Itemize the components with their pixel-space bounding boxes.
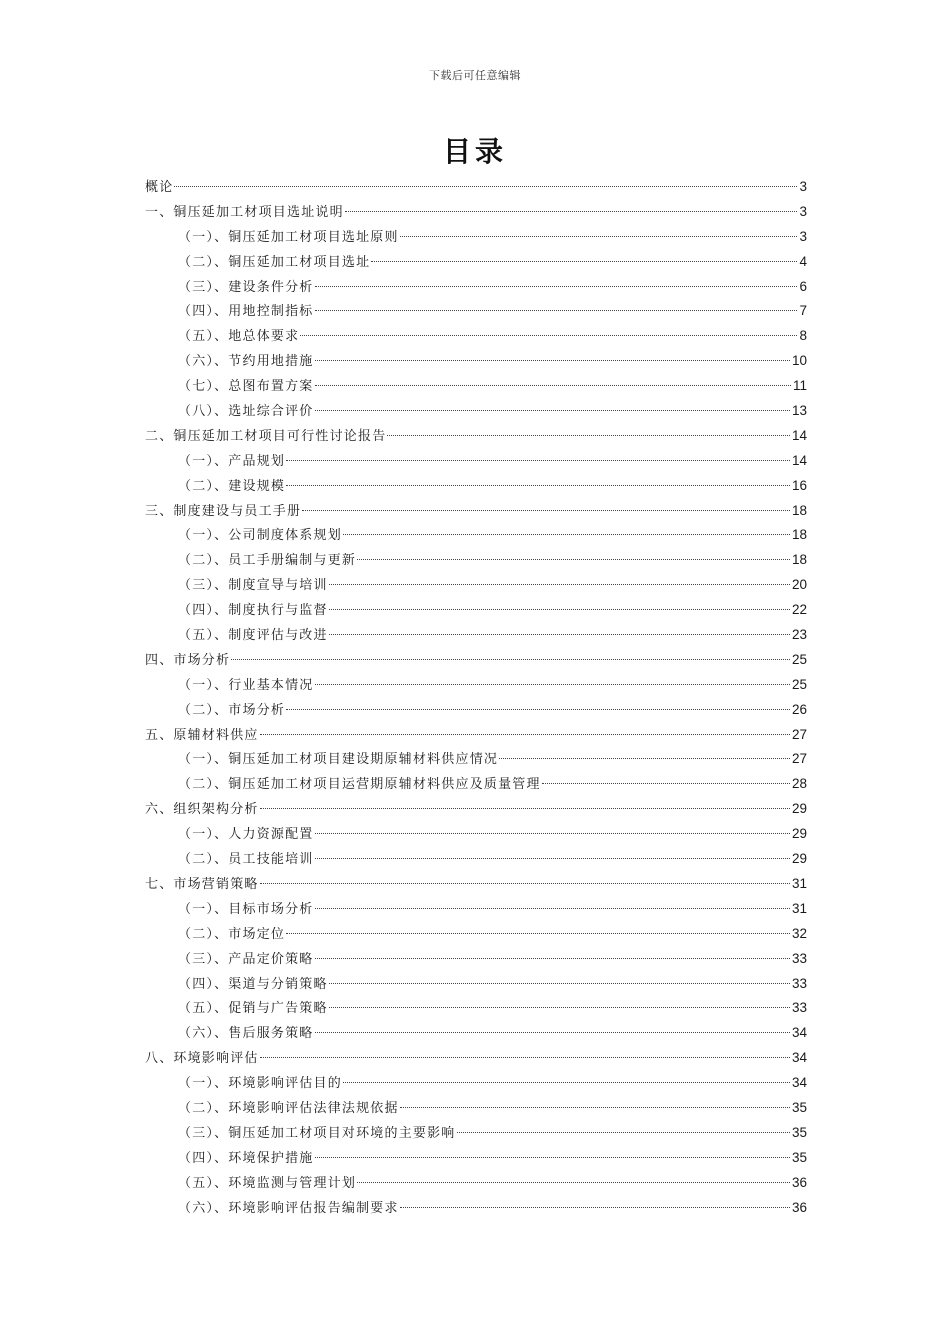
toc-entry-page-number: 27 — [791, 726, 807, 742]
toc-entry-label: （二）、市场分析 — [178, 702, 286, 718]
toc-dot-leader — [400, 1107, 790, 1108]
toc-entry[interactable] — [145, 399, 807, 424]
toc-entry[interactable] — [145, 474, 807, 499]
toc-entry-label: 六、组织架构分析 — [145, 802, 259, 818]
toc-dot-leader — [300, 335, 797, 336]
toc-entry-label: （四）、制度执行与监督 — [178, 603, 328, 619]
toc-entry-page-number: 18 — [791, 527, 807, 543]
toc-entry-page-number: 13 — [791, 403, 807, 419]
toc-entry-label: 四、市场分析 — [145, 652, 231, 668]
toc-entry-page-number: 10 — [791, 353, 807, 369]
toc-entry-label: （五）、地总体要求 — [178, 329, 300, 345]
toc-dot-leader — [315, 958, 790, 959]
toc-entry[interactable] — [145, 225, 807, 250]
toc-entry[interactable] — [145, 1121, 807, 1146]
toc-entry-label: （二）、建设规模 — [178, 478, 286, 494]
toc-entry-label: （一）、环境影响评估目的 — [178, 1076, 342, 1092]
toc-entry[interactable] — [145, 200, 807, 225]
toc-dot-leader — [260, 1057, 790, 1058]
toc-entry[interactable] — [145, 922, 807, 947]
toc-entry-label: （一）、公司制度体系规划 — [178, 528, 342, 544]
toc-dot-leader — [286, 485, 790, 486]
toc-entry-page-number: 20 — [791, 577, 807, 593]
toc-dot-leader — [286, 709, 790, 710]
toc-entry-label: （七）、总图布置方案 — [178, 379, 314, 395]
toc-entry[interactable] — [145, 250, 807, 275]
toc-entry-label: （三）、产品定价策略 — [178, 951, 314, 967]
toc-entry-page-number: 33 — [791, 1000, 807, 1016]
header-note: 下载后可任意编辑 — [429, 69, 521, 82]
toc-entry[interactable] — [145, 1021, 807, 1046]
toc-entry-label: （六）、售后服务策略 — [178, 1026, 314, 1042]
toc-entry-page-number: 28 — [791, 776, 807, 792]
toc-entry[interactable] — [145, 299, 807, 324]
toc-dot-leader — [286, 460, 790, 461]
toc-dot-leader — [357, 559, 790, 560]
toc-entry-page-number: 18 — [791, 502, 807, 518]
toc-entry-page-number: 22 — [791, 602, 807, 618]
toc-entry-label: （四）、环境保护措施 — [178, 1150, 314, 1166]
toc-entry-label: （一）、铜压延加工材项目建设期原辅材料供应情况 — [178, 752, 499, 768]
toc-dot-leader — [315, 908, 790, 909]
toc-dot-leader — [343, 1082, 790, 1083]
toc-entry-page-number: 3 — [799, 179, 807, 194]
toc-entry[interactable] — [145, 598, 807, 623]
toc-entry-page-number: 11 — [792, 378, 807, 394]
toc-entry-page-number: 33 — [791, 975, 807, 991]
toc-entry-page-number: 8 — [799, 328, 807, 344]
toc-entry[interactable] — [145, 1071, 807, 1096]
toc-entry-page-number: 27 — [791, 751, 807, 767]
toc-entry[interactable] — [145, 698, 807, 723]
toc-dot-leader — [329, 983, 790, 984]
toc-dot-leader — [174, 186, 797, 187]
toc-entry[interactable] — [145, 499, 807, 524]
toc-dot-leader — [315, 286, 798, 287]
toc-entry[interactable] — [145, 648, 807, 673]
toc-entry[interactable] — [145, 1171, 807, 1196]
toc-entry-label: （五）、促销与广告策略 — [178, 1001, 328, 1017]
toc-dot-leader — [260, 808, 790, 809]
toc-entry[interactable] — [145, 175, 807, 200]
toc-dot-leader — [315, 385, 791, 386]
toc-entry[interactable] — [145, 1196, 807, 1221]
toc-entry-label: （四）、用地控制指标 — [178, 304, 314, 320]
toc-dot-leader — [400, 1207, 790, 1208]
toc-entry-label: （三）、铜压延加工材项目对环境的主要影响 — [178, 1125, 456, 1141]
toc-dot-leader — [457, 1132, 790, 1133]
toc-entry[interactable] — [145, 573, 807, 598]
toc-dot-leader — [260, 883, 790, 884]
toc-entry-label: （二）、员工技能培训 — [178, 852, 314, 868]
toc-entry[interactable] — [145, 772, 807, 797]
toc-entry-page-number: 34 — [791, 1075, 807, 1091]
toc-entry-label: 三、制度建设与员工手册 — [145, 503, 302, 519]
toc-entry-label: （一）、目标市场分析 — [178, 901, 314, 917]
toc-entry-label: （六）、环境影响评估报告编制要求 — [178, 1200, 399, 1216]
toc-entry[interactable] — [145, 847, 807, 872]
toc-entry[interactable] — [145, 972, 807, 997]
toc-dot-leader — [315, 858, 790, 859]
toc-dot-leader — [371, 261, 797, 262]
toc-entry-label: （三）、制度宣导与培训 — [178, 578, 328, 594]
toc-entry-page-number: 25 — [791, 676, 807, 692]
toc-dot-leader — [357, 1182, 790, 1183]
toc-entry[interactable] — [145, 723, 807, 748]
toc-entry-page-number: 35 — [791, 1124, 807, 1140]
toc-entry-page-number: 31 — [791, 875, 807, 891]
toc-entry-label: 八、环境影响评估 — [145, 1051, 259, 1067]
toc-entry-page-number: 35 — [791, 1149, 807, 1165]
toc-entry-page-number: 29 — [791, 826, 807, 842]
toc-dot-leader — [315, 1032, 790, 1033]
toc-entry[interactable] — [145, 1046, 807, 1071]
toc-entry-page-number: 14 — [791, 427, 807, 443]
toc-entry-page-number: 26 — [791, 701, 807, 717]
toc-entry-label: 七、市场营销策略 — [145, 876, 259, 892]
toc-entry-label: （二）、员工手册编制与更新 — [178, 553, 357, 569]
toc-dot-leader — [329, 634, 790, 635]
toc-entry-label: （一）、铜压延加工材项目选址原则 — [178, 229, 399, 245]
toc-entry[interactable] — [145, 324, 807, 349]
toc-dot-leader — [231, 659, 790, 660]
toc-entry-label: （二）、环境影响评估法律法规依据 — [178, 1100, 399, 1116]
toc-entry-label: 二、铜压延加工材项目可行性讨论报告 — [145, 428, 387, 444]
toc-entry-page-number: 35 — [791, 1099, 807, 1115]
toc-entry-label: （三）、建设条件分析 — [178, 279, 314, 295]
toc-entry-label: （二）、铜压延加工材项目选址 — [178, 254, 371, 270]
toc-entry-page-number: 25 — [791, 651, 807, 667]
toc-dot-leader — [315, 1157, 790, 1158]
toc-entry[interactable] — [145, 374, 807, 399]
toc-entry-page-number: 33 — [791, 950, 807, 966]
toc-entry[interactable] — [145, 947, 807, 972]
toc-dot-leader — [315, 410, 790, 411]
toc-entry-page-number: 36 — [791, 1199, 807, 1215]
toc-entry-page-number: 7 — [799, 303, 807, 319]
toc-entry-label: （二）、铜压延加工材项目运营期原辅材料供应及质量管理 — [178, 777, 541, 793]
toc-entry-page-number: 31 — [791, 900, 807, 916]
toc-dot-leader — [345, 211, 798, 212]
toc-dot-leader — [387, 435, 790, 436]
toc-entry-page-number: 6 — [799, 278, 807, 294]
toc-entry[interactable] — [145, 673, 807, 698]
toc-entry[interactable] — [145, 797, 807, 822]
toc-entry-page-number: 29 — [791, 851, 807, 867]
toc-dot-leader — [329, 584, 790, 585]
toc-entry[interactable] — [145, 548, 807, 573]
toc-dot-leader — [315, 310, 798, 311]
toc-entry-page-number: 14 — [791, 452, 807, 468]
toc-entry-page-number: 16 — [791, 477, 807, 493]
toc-entry[interactable] — [145, 1146, 807, 1171]
toc-entry-label: （二）、市场定位 — [178, 926, 286, 942]
toc-dot-leader — [400, 236, 798, 237]
toc-entry-label: （六）、节约用地措施 — [178, 354, 314, 370]
toc-entry[interactable] — [145, 897, 807, 922]
toc-dot-leader — [286, 933, 790, 934]
toc-entry[interactable] — [145, 523, 807, 548]
toc-entry[interactable] — [145, 349, 807, 374]
toc-entry[interactable] — [145, 275, 807, 300]
toc-entry[interactable] — [145, 822, 807, 847]
toc-entry[interactable] — [145, 872, 807, 897]
toc-entry[interactable] — [145, 996, 807, 1021]
toc-dot-leader — [329, 609, 790, 610]
toc-dot-leader — [315, 684, 790, 685]
toc-entry[interactable] — [145, 449, 807, 474]
toc-dot-leader — [315, 833, 790, 834]
toc-entry[interactable] — [145, 623, 807, 648]
toc-entry-label: （一）、人力资源配置 — [178, 827, 314, 843]
toc-dot-leader — [315, 360, 790, 361]
toc-entry-page-number: 29 — [791, 801, 807, 817]
toc-dot-leader — [260, 734, 790, 735]
page-title: 目录 — [442, 135, 507, 168]
toc-entry-page-number: 32 — [791, 925, 807, 941]
table-of-contents — [145, 175, 807, 1220]
toc-entry-label: （五）、制度评估与改进 — [178, 628, 328, 644]
toc-entry-page-number: 3 — [799, 203, 807, 219]
toc-entry-page-number: 23 — [791, 627, 807, 643]
toc-entry-label: 一、铜压延加工材项目选址说明 — [145, 204, 344, 220]
toc-entry-label: （四）、渠道与分销策略 — [178, 976, 328, 992]
toc-dot-leader — [343, 534, 790, 535]
toc-entry-label: （一）、行业基本情况 — [178, 677, 314, 693]
toc-dot-leader — [499, 758, 790, 759]
toc-entry-label: 概论 — [145, 180, 174, 195]
toc-entry-page-number: 34 — [791, 1025, 807, 1041]
toc-entry-label: （八）、选址综合评价 — [178, 404, 314, 420]
toc-entry-page-number: 18 — [791, 552, 807, 568]
toc-entry-label: （五）、环境监测与管理计划 — [178, 1175, 357, 1191]
toc-entry-page-number: 3 — [799, 228, 807, 244]
toc-entry-page-number: 36 — [791, 1174, 807, 1190]
toc-entry-page-number: 4 — [799, 253, 807, 269]
toc-dot-leader — [329, 1007, 790, 1008]
toc-entry[interactable] — [145, 424, 807, 449]
toc-entry[interactable] — [145, 747, 807, 772]
toc-dot-leader — [542, 783, 790, 784]
toc-entry-page-number: 34 — [791, 1050, 807, 1066]
toc-entry[interactable] — [145, 1096, 807, 1121]
toc-dot-leader — [302, 510, 790, 511]
toc-entry-label: 五、原辅材料供应 — [145, 727, 259, 743]
toc-entry-label: （一）、产品规划 — [178, 453, 286, 469]
